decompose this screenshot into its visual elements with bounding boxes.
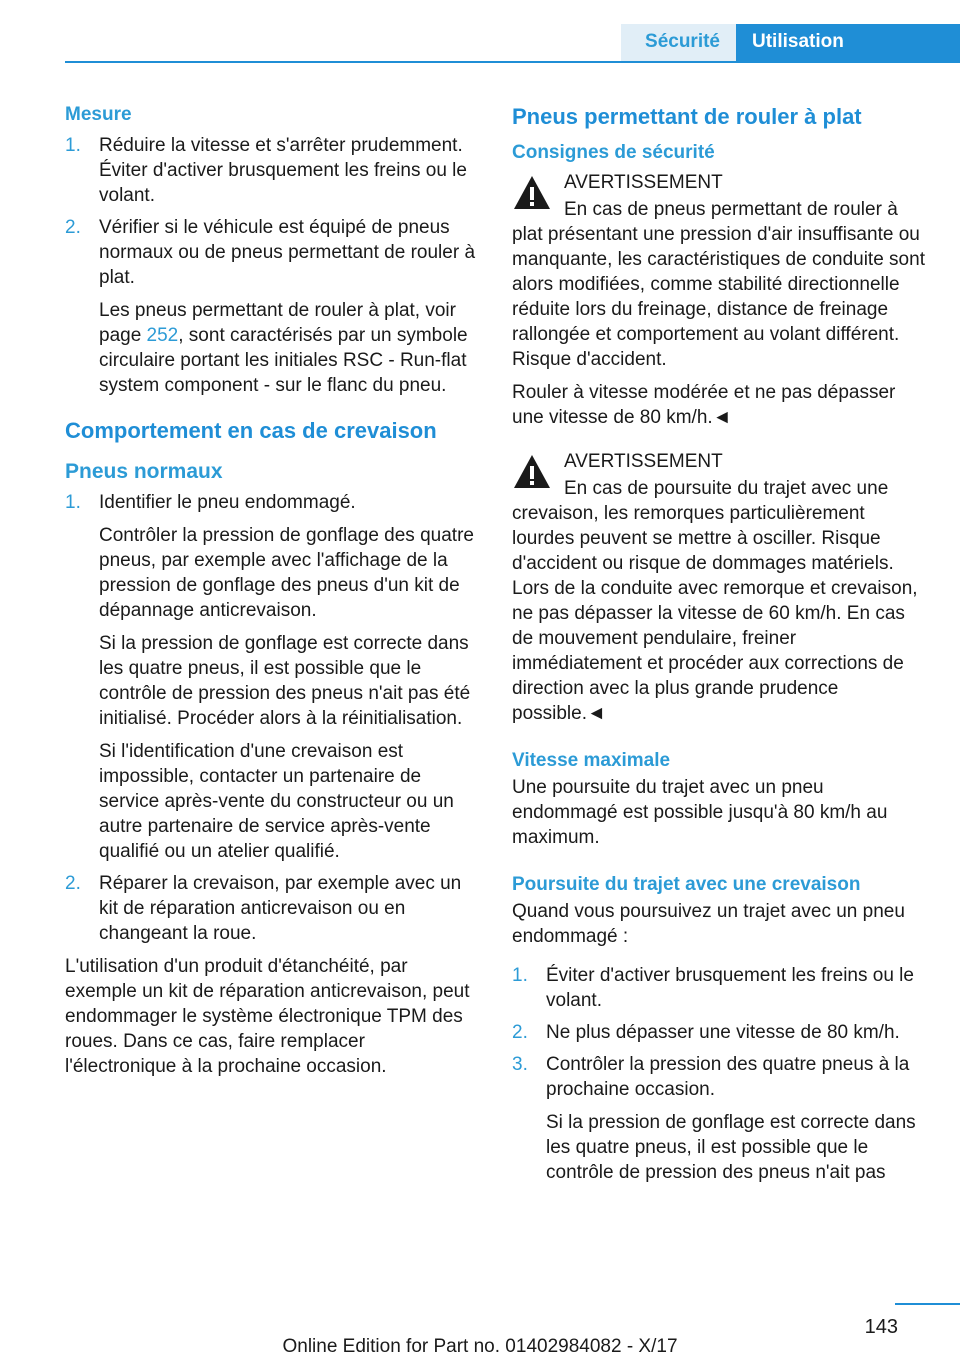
list-item: [512, 1052, 930, 1185]
subheading-pneus-normaux: Pneus normaux: [65, 460, 223, 483]
step-number: 2.: [65, 217, 81, 238]
step-text: Contrôler la pression de gonflage des quatre pneus, par exemple avec l'affichage de la pression de gonflage des pneus d'un kit de dépannage anticrevaison.: [99, 525, 474, 621]
tab-utilisation[interactable]: Utilisation: [736, 24, 960, 62]
warning-block: [512, 169, 930, 372]
list-item: [512, 963, 930, 1013]
step-text: Éviter d'activer brusquement les freins ou le volant.: [546, 965, 914, 1011]
step-number: 1.: [65, 135, 81, 156]
mesure-heading: Mesure: [65, 104, 132, 125]
step-text: Si l'identification d'une crevaison est impossible, contacter un partenaire de service après-vente du constructeur ou un autre partenaire de service après-vente qualifié ou un atelier qualifié.: [99, 741, 454, 862]
closing-paragraph: L'utilisation d'un produit d'étanchéité, par exemple un kit de réparation anticrevaison, peut endommager le système électronique TPM des roues. Dans ce cas, faire remplacer l'électronique à la prochaine occasion.: [65, 956, 470, 1077]
step-text-with-link: [99, 298, 481, 398]
list-item: [65, 215, 481, 398]
warning-triangle-icon: [512, 452, 552, 492]
page-link[interactable]: 252: [146, 325, 179, 346]
step-number: 2.: [65, 873, 81, 894]
warning-triangle-icon: [512, 173, 552, 213]
header-rule: [65, 61, 960, 63]
list-item: [65, 133, 481, 208]
step-number: 2.: [512, 1022, 528, 1043]
warning-body: [512, 476, 930, 726]
page-number: 143: [864, 1316, 898, 1338]
subheading-consignes: Consignes de sécurité: [512, 142, 715, 163]
list-item: [512, 1020, 930, 1045]
list-item: [65, 490, 481, 864]
warning-title: AVERTISSEMENT: [564, 451, 723, 472]
tab-securite[interactable]: Sécurité: [621, 24, 736, 62]
step-text: Identifier le pneu endommagé.: [99, 492, 356, 513]
warning-block: [512, 448, 930, 726]
section-heading-run-flat: Pneus permettant de rouler à plat: [512, 104, 862, 129]
step-text: Réduire la vitesse et s'arrêter prudemment. Éviter d'activer brusquement les freins ou le volant.: [99, 135, 467, 206]
subheading-poursuite: Poursuite du trajet avec une crevaison: [512, 874, 861, 895]
footer-rule: [895, 1303, 960, 1305]
link-prefix: Les pneus permettant de rouler à plat, voir page: [99, 300, 456, 346]
warning-body: [512, 197, 930, 372]
subheading-vitesse: Vitesse maximale: [512, 750, 671, 771]
edition-footer: Online Edition for Part no. 01402984082 - X/17: [282, 1336, 678, 1357]
warning-text: plat présentant une pression d'air insuffisante ou manquante, les caractéristiques de conduite sont alors modifiées, comme stabilité directionnelle réduite lors du freinage, distance de freinage rallongée et comportement au volant différent. Risque d'accident.: [512, 224, 925, 370]
left-column: [65, 102, 481, 1087]
step-text: Réparer la crevaison, par exemple avec un kit de réparation anticrevaison ou en changeant la roue.: [99, 873, 462, 944]
mesure-steps: [65, 133, 481, 398]
step-text: Contrôler la pression des quatre pneus à la prochaine occasion.: [546, 1054, 910, 1100]
step-text: Vérifier si le véhicule est équipé de pneus normaux ou de pneus permettant de rouler à plat.: [99, 217, 476, 288]
right-column: [512, 102, 930, 1193]
step-text: Si la pression de gonflage est correcte dans les quatre pneus, il est possible que le contrôle de pression des pneus n'ait pas été initialisé. Procéder alors à la réinitialisation.: [99, 633, 471, 729]
section-tabs: [621, 24, 960, 62]
section-heading-crevaison: Comportement en cas de crevaison: [65, 418, 437, 443]
warning-note: Rouler à vitesse modérée et ne pas dépasser une vitesse de 80 km/h.◄: [512, 382, 896, 428]
continue-intro: Quand vous poursuivez un trajet avec un pneu endommagé :: [512, 901, 905, 947]
step-text: Si la pression de gonflage est correcte dans les quatre pneus, il est possible que le contrôle de pression des pneus n'ait pas: [546, 1112, 916, 1183]
list-item: [65, 871, 481, 946]
step-number: 1.: [512, 965, 528, 986]
step-number: 1.: [65, 492, 81, 513]
warning-first-line: En cas de poursuite du trajet avec une: [564, 478, 889, 499]
step-number: 3.: [512, 1054, 528, 1075]
step-text: Ne plus dépasser une vitesse de 80 km/h.: [546, 1022, 900, 1043]
speed-paragraph: Une poursuite du trajet avec un pneu endommagé est possible jusqu'à 80 km/h au maximum.: [512, 777, 888, 848]
warning-text: crevaison, les remorques particulièrement lourdes peuvent se mettre à osciller. Risque d'accident ou risque de dommages matériels. Lors de la conduite avec remorque et crevaison, ne pas dépasser la vitesse de 60 km/h. En cas de mouvement pendulaire, freiner immédiatement et procéder aux corrections de direction avec la plus grande prudence possible.◄: [512, 503, 918, 724]
link-suffix: , sont caractérisés par un symbole circulaire portant les initiales RSC - Run-flat system component - sur le flanc du pneu.: [99, 325, 468, 396]
continue-steps: [512, 963, 930, 1185]
normal-steps: [65, 490, 481, 946]
warning-first-line: En cas de pneus permettant de rouler à: [564, 199, 898, 220]
warning-title: AVERTISSEMENT: [564, 172, 723, 193]
